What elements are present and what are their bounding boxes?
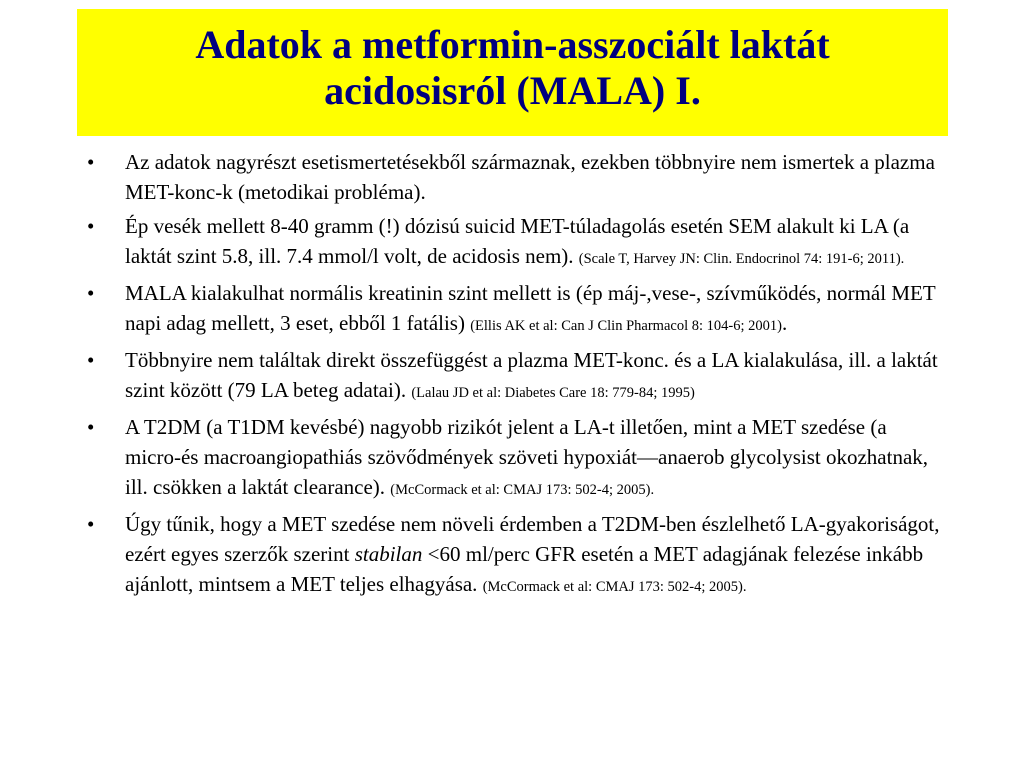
citation: (Scale T, Harvey JN: Clin. Endocrinol 74: 191-6; 2011). bbox=[578, 251, 905, 267]
slide-title-line-2: acidosisról (MALA) I. bbox=[324, 68, 701, 113]
bullet-text-before: Úgy tűnik, hogy a MET szedése nem növeli érdemben a T2DM-ben észlelhető LA-gyakoriságot, ezért egyes szerzők szerint bbox=[125, 512, 940, 566]
bullet-item-4 bbox=[85, 345, 947, 408]
bullet-emphasis: stabilan bbox=[354, 542, 423, 566]
bullet-text: Az adatok nagyrészt esetismertetésekből származnak, ezekben többnyire nem ismertek a plazma MET-konc-k (metodikai probléma). bbox=[125, 150, 935, 204]
bullet-dot-icon: • bbox=[87, 281, 95, 305]
bullet-text-after: <60 ml/perc GFR esetén a MET adagjának felezése inkább ajánlott, mintsem a MET teljes elhagyása. bbox=[125, 542, 924, 596]
bullet-dot-icon: • bbox=[87, 348, 95, 372]
citation: (McCormack et al: CMAJ 173: 502-4; 2005). bbox=[390, 482, 655, 498]
bullet-tail: . bbox=[781, 311, 788, 335]
bullet-text: A T2DM (a T1DM kevésbé) nagyobb rizikót jelent a LA-t illetően, mint a MET szedése (a micro-és macroangiopathiás szövődmények szöveti hypoxiát—anaerob glycolysist okozhatnak, ill. csökken a laktát clearance). bbox=[125, 415, 929, 499]
bullet-list bbox=[85, 147, 947, 606]
bullet-text: Ép vesék mellett 8-40 gramm (!) dózisú suicid MET-túladagolás esetén SEM alakult ki LA (a laktát szint 5.8, ill. 7.4 mmol/l volt, de acidosis nem). bbox=[125, 214, 910, 268]
bullet-text: MALA kialakulhat normális kreatinin szint mellett is (ép máj-,vese-, szívműködés, normál MET napi adag mellett, 3 eset, ebből 1 fatális) bbox=[125, 281, 936, 335]
bullet-item-5 bbox=[85, 412, 947, 505]
bullet-dot-icon: • bbox=[87, 214, 95, 238]
bullet-dot-icon: • bbox=[87, 512, 95, 536]
citation: (Ellis AK et al: Can J Clin Pharmacol 8: 104-6; 2001) bbox=[470, 318, 782, 334]
bullet-item-1 bbox=[85, 147, 947, 207]
citation: (Lalau JD et al: Diabetes Care 18: 779-84; 1995) bbox=[411, 385, 695, 401]
slide-title-line-1: Adatok a metformin-asszociált laktát bbox=[195, 22, 830, 67]
bullet-text: Többnyire nem találtak direkt összefüggést a plazma MET-konc. és a LA kialakulása, ill. a laktát szint között (79 LA beteg adatai). bbox=[125, 348, 938, 402]
citation: (McCormack et al: CMAJ 173: 502-4; 2005). bbox=[482, 579, 747, 595]
title-banner bbox=[77, 9, 948, 136]
bullet-dot-icon: • bbox=[87, 150, 95, 174]
bullet-item-2 bbox=[85, 211, 947, 274]
bullet-dot-icon: • bbox=[87, 415, 95, 439]
bullet-item-3 bbox=[85, 278, 947, 341]
bullet-item-6 bbox=[85, 509, 947, 602]
